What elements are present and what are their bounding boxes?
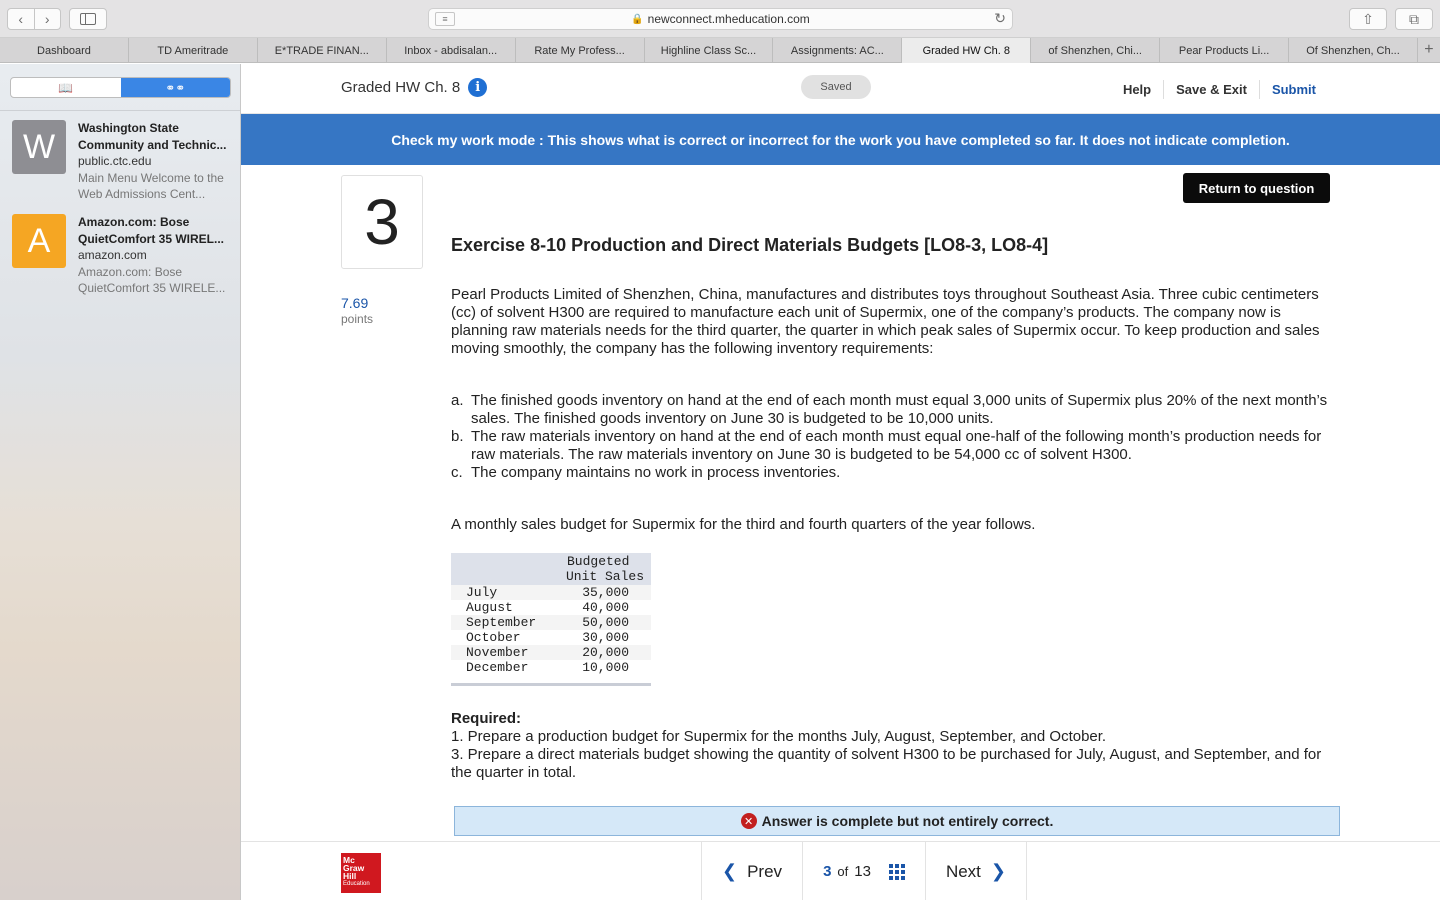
browser-tab[interactable]: Highline Class Sc... (645, 38, 774, 63)
address-bar[interactable] (428, 8, 1013, 30)
return-to-question-button[interactable]: Return to question (1183, 173, 1330, 203)
current-question: 3 (823, 863, 832, 880)
total-questions: 13 (854, 863, 871, 880)
browser-tab[interactable]: TD Ameritrade (129, 38, 258, 63)
assignment-title-text: Graded HW Ch. 8 (341, 79, 461, 96)
table-header (451, 553, 651, 585)
site-domain: public.ctc.edu (78, 154, 152, 168)
table-row (451, 600, 651, 615)
of-label: of (837, 864, 849, 879)
list-item-text: The raw materials inventory on hand at the end of each month must equal one-half of the following month’s production needs for raw materials. The raw materials inventory on June 30 is budgeted to be 54,000 cc of solvent H300. (471, 428, 1322, 463)
units-cell: 30,000 (582, 630, 629, 645)
site-description: Main Menu Welcome to the Web Admissions Cent... (78, 170, 224, 201)
site-badge: W (12, 120, 66, 174)
units-cell: 40,000 (582, 600, 629, 615)
assignment-page (241, 64, 1440, 900)
site-badge: A (12, 214, 66, 268)
tab-bar (0, 38, 1440, 63)
chevron-right-icon: ❯ (990, 861, 1006, 881)
save-exit-link[interactable]: Save & Exit (1163, 80, 1259, 99)
help-link[interactable]: Help (1122, 82, 1152, 97)
book-icon: 📖 (58, 80, 74, 95)
question-points (341, 295, 373, 326)
sales-budget-table (451, 553, 651, 686)
assignment-footer (241, 841, 1440, 900)
month-cell: December (466, 660, 529, 675)
logo-line: Mc (343, 855, 355, 865)
assignment-header (241, 64, 1440, 114)
units-cell: 20,000 (582, 645, 629, 660)
list-item (451, 392, 1341, 428)
lock-icon: 🔒 (631, 13, 644, 25)
question-pager (701, 842, 1027, 900)
table-row (451, 660, 651, 675)
required-heading: Required: (451, 710, 522, 727)
table-row (451, 645, 651, 660)
reader-icon[interactable]: ≡ (435, 12, 455, 26)
browser-tab[interactable]: of Shenzhen, Chi... (1031, 38, 1160, 63)
next-button[interactable] (926, 842, 1027, 900)
new-tab-icon[interactable]: + (1424, 41, 1434, 58)
month-cell: October (466, 630, 521, 645)
logo-line: Education (343, 881, 370, 887)
month-cell: November (466, 645, 529, 660)
table-row (451, 630, 651, 645)
glasses-icon: ⚭⚭ (165, 80, 186, 95)
grid-icon (889, 864, 905, 880)
prev-button[interactable] (702, 842, 803, 900)
list-marker: b. (451, 428, 464, 445)
info-icon[interactable]: i (468, 78, 487, 97)
table-row (451, 585, 651, 600)
browser-tab[interactable]: Inbox - abdisalan... (387, 38, 516, 63)
url-text: newconnect.mheducation.com (647, 12, 810, 26)
table-header-line-2: Unit Sales (566, 569, 645, 584)
tab-overview-icon: ⧉ (1409, 10, 1419, 27)
site-title: Washington State Community and Technic... (78, 121, 227, 152)
table-row (451, 615, 651, 630)
sidebar-segment-control (10, 77, 231, 98)
problem-paragraph: Pearl Products Limited of Shenzhen, China, manufactures and distributes toys throughout Southeast Asia. Three cubic centimeters (cc) of solvent H300 are required to manufacture each unit of Supermix, one of the company’s products. The company now is planning raw materials needs for the third quarter, the quarter in which peak sales of Supermix occur. To keep production and sales moving smoothly, the company has the following inventory requirements: (451, 286, 1320, 357)
logo-line: Hill (343, 871, 357, 881)
required-section (451, 710, 1341, 782)
logo-line: Graw (343, 863, 365, 873)
exercise-title: Exercise 8-10 Production and Direct Materials Budgets [LO8-3, LO8-4] (451, 235, 1049, 255)
points-value: 7.69 (341, 295, 369, 311)
header-actions (1111, 80, 1328, 99)
month-cell: September (466, 615, 537, 630)
browser-tab[interactable]: Pear Products Li... (1160, 38, 1289, 63)
required-item-1: 1. Prepare a production budget for Supermix for the months July, August, September, and October. (451, 728, 1107, 745)
check-my-work-banner: Check my work mode : This shows what is correct or incorrect for the work you have completed so far. It does not indicate completion. (241, 114, 1440, 165)
sidebar-divider (0, 110, 240, 111)
tab-overview-button[interactable] (1395, 8, 1433, 30)
units-cell: 10,000 (582, 660, 629, 675)
answer-status-text: Answer is complete but not entirely correct. (761, 813, 1054, 829)
incorrect-icon: ✕ (741, 813, 757, 829)
chevron-left-icon: ❮ (722, 861, 738, 881)
forward-icon[interactable]: › (34, 9, 61, 29)
browser-tab[interactable]: Graded HW Ch. 8 (902, 38, 1031, 63)
mcgraw-hill-logo (341, 853, 381, 893)
question-content (451, 234, 1341, 782)
inventory-requirements-list (451, 392, 1341, 482)
submit-link[interactable]: Submit (1259, 80, 1328, 99)
list-marker: a. (451, 392, 464, 409)
browser-tab[interactable]: E*TRADE FINAN... (258, 38, 387, 63)
share-icon: ⇧ (1362, 10, 1374, 27)
question-number: 3 (341, 175, 423, 269)
history-nav (7, 8, 61, 30)
back-icon[interactable]: ‹ (18, 11, 24, 27)
points-label: points (341, 312, 374, 326)
table-header-line-1: Budgeted (567, 554, 630, 569)
required-item-3: 3. Prepare a direct materials budget showing the quantity of solvent H300 to be purchased for July, August, and September, and for the quarter in total. (451, 746, 1322, 781)
question-counter[interactable] (803, 842, 926, 900)
units-cell: 50,000 (582, 615, 629, 630)
saved-status-badge: Saved (801, 75, 871, 99)
reload-icon[interactable]: ↻ (994, 10, 1006, 26)
sidebar-toggle-button[interactable] (69, 8, 107, 30)
browser-tab[interactable]: Rate My Profess... (516, 38, 645, 63)
site-title: Amazon.com: Bose QuietComfort 35 WIREL... (78, 215, 225, 246)
browser-toolbar (0, 0, 1440, 38)
answer-status-bar (454, 806, 1340, 836)
month-cell: July (466, 585, 498, 600)
browser-tab[interactable]: Of Shenzhen, Ch... (1289, 38, 1418, 63)
browser-tab[interactable]: Assignments: AC... (773, 38, 902, 63)
month-cell: August (466, 600, 513, 615)
site-description: Amazon.com: Bose QuietComfort 35 WIRELE... (78, 264, 226, 295)
list-item (451, 428, 1341, 464)
sidebar-icon (80, 13, 96, 25)
units-cell: 35,000 (582, 585, 629, 600)
list-marker: c. (451, 464, 463, 481)
list-item-text: The company maintains no work in process inventories. (471, 464, 841, 481)
reading-list-tab[interactable] (121, 78, 231, 97)
bookmarks-tab[interactable] (11, 78, 121, 97)
site-domain: amazon.com (78, 248, 147, 262)
assignment-title (341, 78, 487, 97)
sales-budget-intro: A monthly sales budget for Supermix for the third and fourth quarters of the year follows. (451, 516, 1036, 533)
reading-list-sidebar (0, 64, 241, 900)
next-label: Next (945, 861, 981, 881)
browser-tab[interactable]: Dashboard (0, 38, 129, 63)
list-item (451, 464, 1341, 482)
prev-label: Prev (747, 861, 783, 881)
share-button[interactable] (1349, 8, 1387, 30)
list-item-text: The finished goods inventory on hand at the end of each month must equal 3,000 units of Supermix plus 20% of the next month’s sales. The finished goods inventory on June 30 is budgeted to be 10,000 units. (471, 392, 1328, 427)
